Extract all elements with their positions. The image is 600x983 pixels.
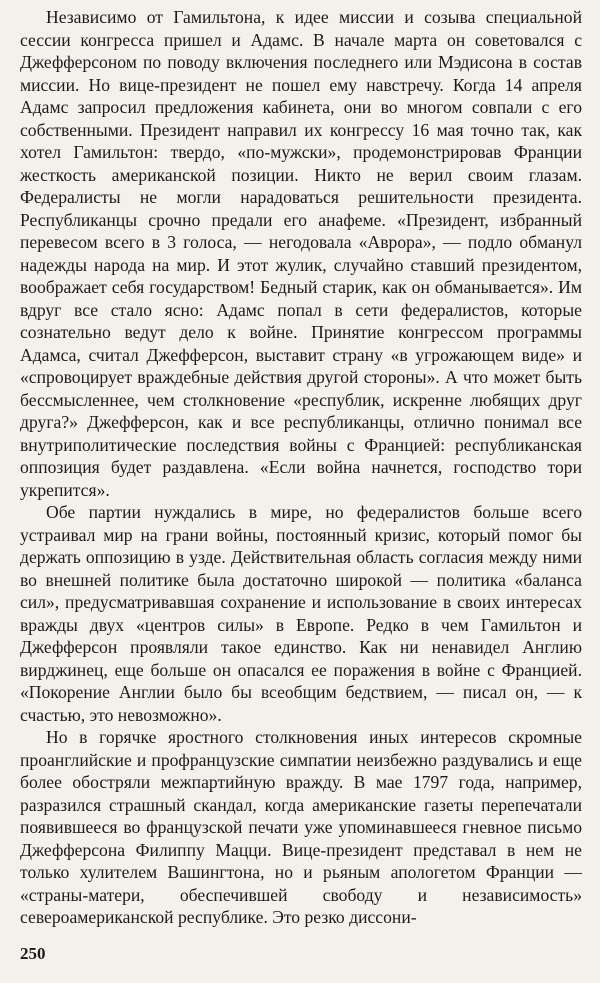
page-number: 250 bbox=[20, 944, 46, 963]
paragraph-3: Но в горячке яростного столкновения иных интересов скромные проанглийские и профранцузские симпатии неизбежно раздувались и еще более обостряли межпартийную вражду. В мае 1797 года, например, разразился страшный скандал, когда американские газеты перепечатали появившееся во французской печати уже упоминавшееся гневное письмо Джефферсона Филиппу Мацци. Вице-президент представал в нем не только хулителем Вашингтона, но и рьяным апологетом Франции — «страны-матери, обеспечившей свободу и независимость» североамериканской республике. Это резко диссони- bbox=[20, 727, 582, 927]
body-text bbox=[20, 6, 582, 929]
paragraph-1: Независимо от Гамильтона, к идее миссии и созыва специальной сессии конгресса пришел и Адамс. В начале марта он советовался с Джефферсоном по поводу включения последнего или Мэдисона в состав миссии. Но вице-президент не пошел ему навстречу. Когда 14 апреля Адамс запросил предложения кабинета, они во многом совпали с его собственными. Президент направил их конгрессу 16 мая точно так, как хотел Гамильтон: твердо, «по-мужски», продемонстрировав Франции жесткость американской позиции. Никто не верил своим глазам. Федералисты не могли нарадоваться решительности президента. Республиканцы срочно предали его анафеме. «Президент, избранный перевесом всего в 3 голоса, — негодовала «Аврора», — подло обманул надежды народа на мир. И этот жулик, случайно ставший президентом, воображает себя государством! Бедный старик, как он обманывается». Им вдруг все стало ясно: Адамс попал в сети федералистов, которые сознательно ведут дело к войне. Принятие конгрессом программы Адамса, считал Джефферсон, выставит страну «в угрожающем виде» и «спровоцирует враждебные действия другой стороны». А что может быть бессмысленнее, чем столкновение «республик, искренне любящих друг друга?» Джефферсон, как и все республиканцы, отлично понимал все внутриполитические последствия войны с Францией: республиканская оппозиция будет раздавлена. «Если война начнется, господство тори укрепится». bbox=[20, 7, 582, 500]
paragraph-2: Обе партии нуждались в мире, но федералистов больше всего устраивал мир на грани войны, постоянный кризис, который помог бы держать оппозицию в узде. Действительная область согласия между ними во внешней политике была достаточно широкой — политика «баланса сил», предусматривавшая сохранение и использование в своих интересах вражды двух «центров силы» в Европе. Редко в чем Гамильтон и Джефферсон проявляли такое единство. Как ни ненавидел Англию вирджинец, еще больше он опасался ее поражения в войне с Францией. «Покорение Англии было бы всеобщим бедствием, — писал он, — к счастью, это невозможно». bbox=[20, 502, 582, 725]
